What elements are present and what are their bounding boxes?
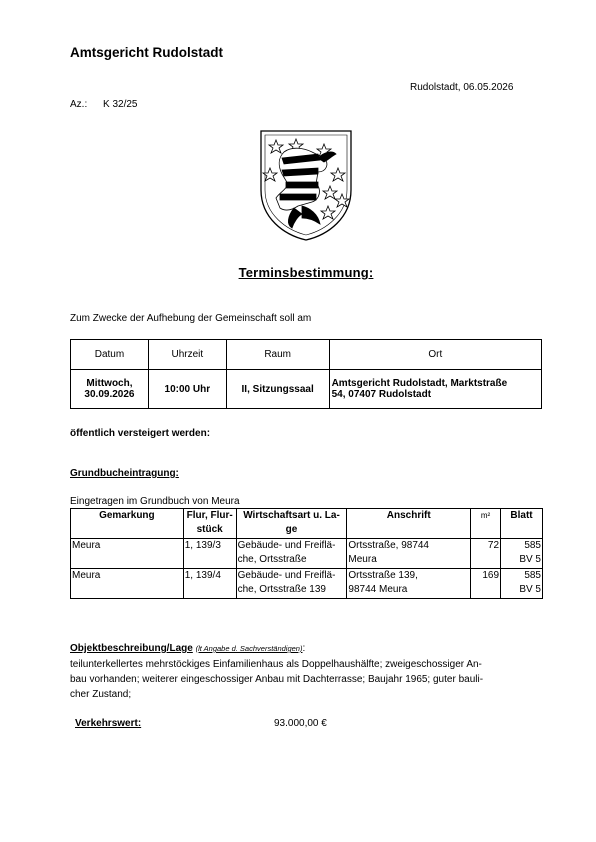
file-number-value: K 32/25 [103,99,138,110]
cell-wirtschaftsart [236,539,347,569]
table-row [71,569,543,599]
cell-line: 585 [524,570,541,581]
table-row [71,539,543,569]
header-anschrift: Anschrift [347,509,471,539]
auction-statement: öffentlich versteigert werden: [70,428,211,439]
object-description-heading [70,643,305,654]
cell-line: Gebäude- und Freiflä- [237,570,336,581]
cell-line: che, Ortsstraße [237,554,307,565]
place-line: Amtsgericht Rudolstadt, Marktstraße [331,378,508,389]
place-date: Rudolstadt, 06.05.2026 [410,82,514,93]
table-row [71,370,542,409]
header-blatt: Blatt [501,509,543,539]
market-value-amount: 93.000,00 € [274,718,327,729]
cell-line: BV 5 [519,584,541,595]
file-number-label: Az.: [70,99,88,110]
land-register-note: Eingetragen im Grundbuch von Meura [70,496,240,507]
header-wirtschaftsart [236,509,347,539]
cell-line: 98744 Meura [348,584,408,595]
cell-wirtschaftsart [236,569,347,599]
object-description-text [70,657,536,702]
header-flur [183,509,236,539]
cell-gemarkung: Meura [71,569,184,599]
cell-line: Ortsstraße, 98744 [348,540,429,551]
appointment-room: II, Sitzungssaal [226,370,329,409]
date-line: Mittwoch, [86,378,133,389]
object-description-note: (lt Angabe d. Sachverständigen) [195,644,303,653]
cell-line: BV 5 [519,554,541,565]
header-line: stück [196,524,223,535]
header-line: Wirtschaftsart u. La- [243,510,340,521]
header-line: Flur, Flur- [186,510,233,521]
header-raum: Raum [226,340,329,370]
object-description-colon: : [302,643,306,654]
court-name: Amtsgericht Rudolstadt [70,45,224,60]
page-title: Terminsbestimmung: [238,265,374,280]
cell-anschrift [347,569,471,599]
header-uhrzeit: Uhrzeit [148,340,226,370]
cell-anschrift [347,539,471,569]
description-line: bau vorhanden; weiterer eingeschossiger Anbau mit Dachterrasse; Baujahr 1965; guter bauli- [70,674,484,685]
cell-blatt [501,569,543,599]
header-datum: Datum [71,340,149,370]
cell-line: Gebäude- und Freiflä- [237,540,336,551]
table-header-row [71,340,542,370]
appointment-time: 10:00 Uhr [148,370,226,409]
cell-qm: 72 [471,539,501,569]
appointment-date [71,370,149,409]
cell-flur: 1, 139/3 [183,539,236,569]
cell-qm: 169 [471,569,501,599]
land-register-heading: Grundbucheintragung: [70,468,179,479]
cell-line: 585 [524,540,541,551]
thuringia-coat-of-arms-icon [258,128,354,243]
header-ort: Ort [329,340,541,370]
description-line: teilunterkellertes mehrstöckiges Einfamilienhaus als Doppelhaushälfte; zweigeschossiger An- [70,659,482,670]
date-line: 30.09.2026 [84,389,135,400]
intro-text: Zum Zwecke der Aufhebung der Gemeinschaft soll am [70,313,312,324]
header-qm: m² [471,509,501,539]
description-line: cher Zustand; [70,689,132,700]
cell-gemarkung: Meura [71,539,184,569]
market-value-label: Verkehrswert: [75,718,142,729]
cell-line: Meura [348,554,377,565]
appointment-table [70,339,542,409]
place-line: 54, 07407 Rudolstadt [331,389,432,400]
appointment-place [329,370,541,409]
table-header-row [71,509,543,539]
cell-blatt [501,539,543,569]
object-description-title: Objektbeschreibung/Lage [70,643,193,654]
cell-flur: 1, 139/4 [183,569,236,599]
header-gemarkung: Gemarkung [71,509,184,539]
land-register-table [70,508,543,599]
cell-line: che, Ortsstraße 139 [237,584,326,595]
header-line: ge [285,524,298,535]
cell-line: Ortsstraße 139, [348,570,418,581]
